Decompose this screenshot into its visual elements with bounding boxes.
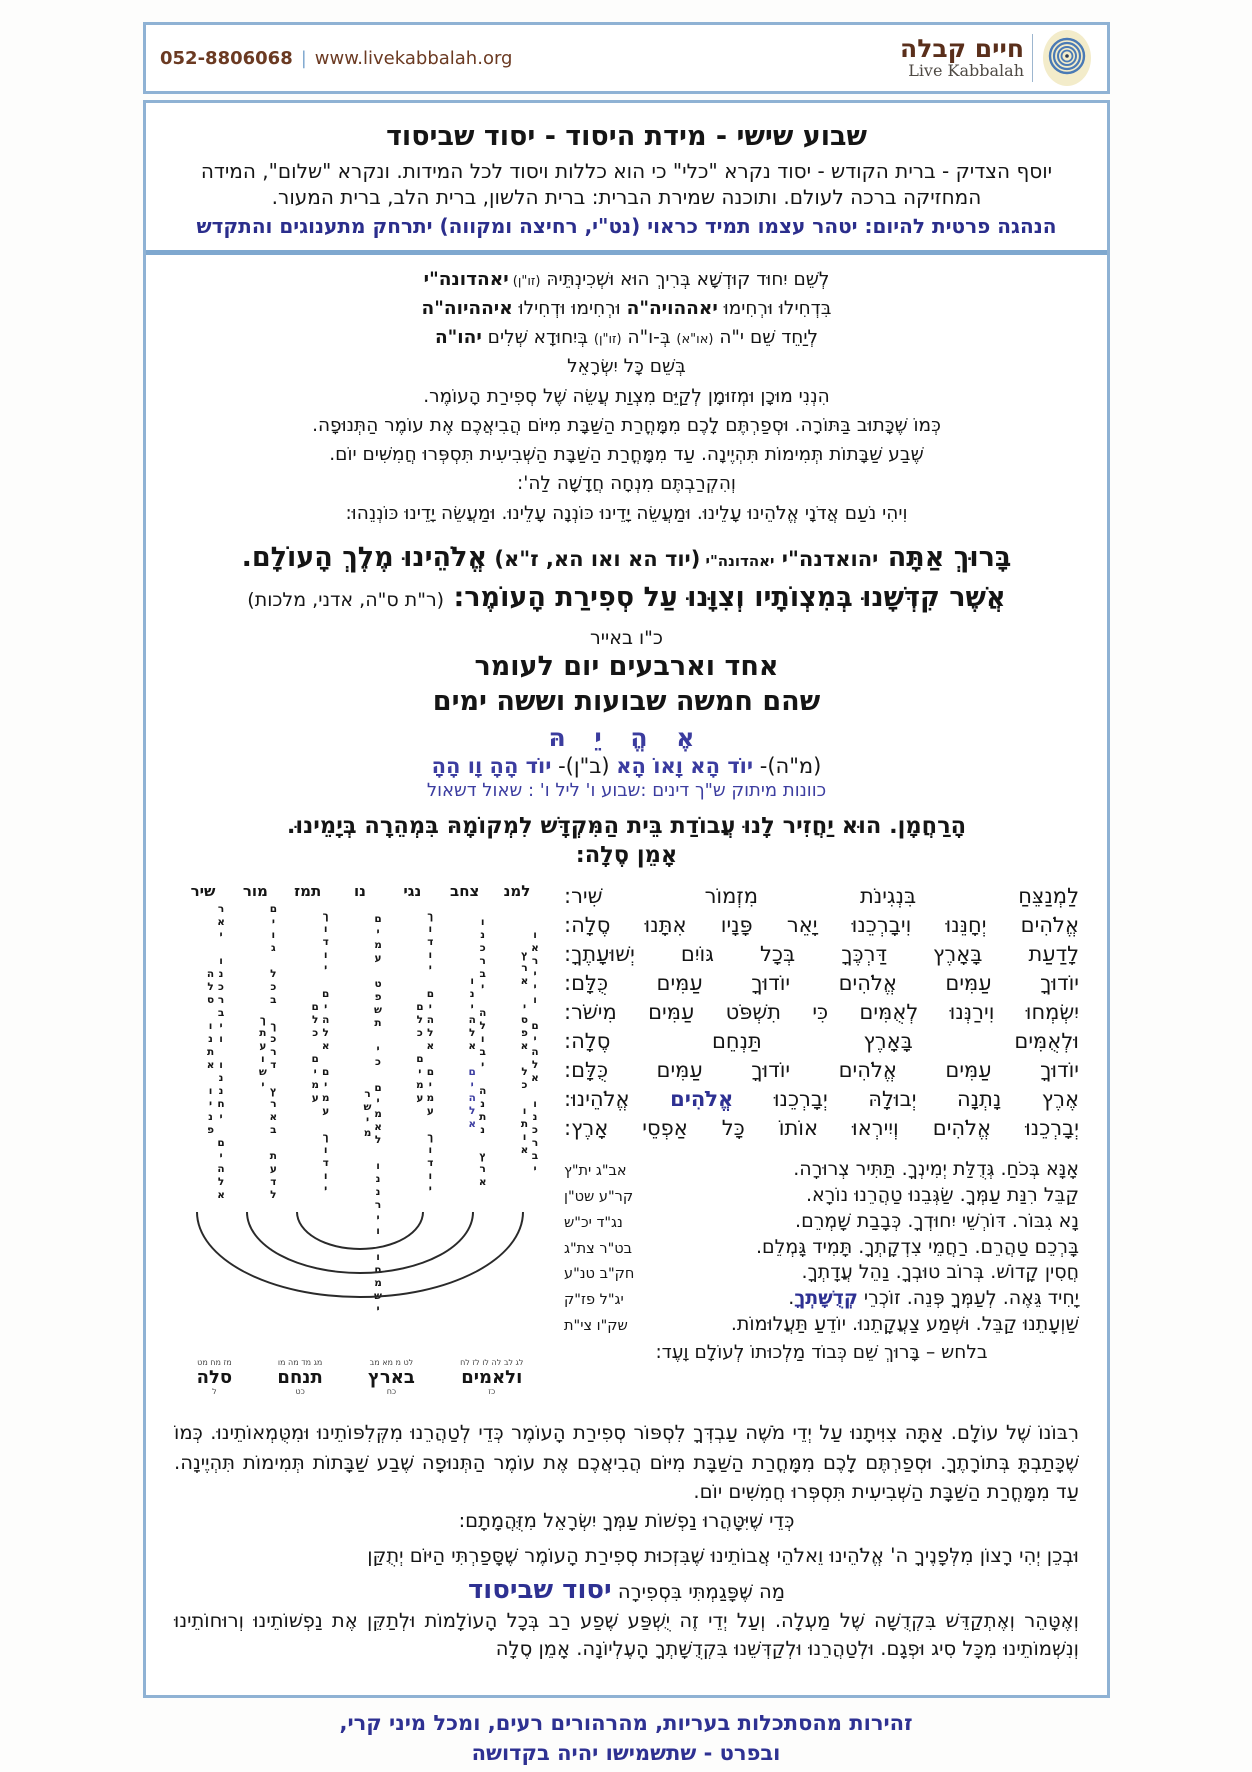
main-content-box — [143, 100, 1110, 1698]
ana-bekoach-line: יָחִיד גֵּאֶה. לְעַמְּךָ פְּנֵה. זוֹכְרֵי קְדֻשָּׁתְךָ. יג"ל פז"ק — [564, 1287, 1079, 1310]
omer-blessing — [174, 538, 1079, 619]
menorah-branch: ישמחו וירננו לאמים כי תשפט עמים מישר — [361, 912, 385, 1316]
contact-info — [160, 48, 512, 69]
ana-bekoach-line: שַׁוְעָתֵנוּ קַבֵּל. וּשְׁמַע צַעֲקָתֵנוּ. יוֹדֵעַ תַּעֲלוּמוֹת. שק"ו צי"ת — [564, 1313, 1079, 1336]
leshem-line: בְּשֵׁם כָּל יִשְׂרָאֵל — [567, 356, 686, 378]
leshem-line: הִנְנִי מוּכָן וּמְזוּמָן לְקַיֵּם מִצְוַת עֲשֵׂה שֶׁל סְפִירַת הָעוֹמֶר. — [423, 385, 830, 407]
sefirah-correction-line — [174, 1575, 1079, 1605]
menorah-branch-top: תמז — [294, 882, 322, 901]
menorah-branch: לדעת בארץ דרכך בכל גוים ישועתך — [256, 903, 280, 1203]
ana-acronym: קר"ע שט"ן — [564, 1188, 634, 1205]
ana-acronym: יג"ל פז"ק — [564, 1292, 624, 1309]
psalm-67-text — [564, 882, 1079, 1143]
menorah-branch: יודוך עמים אלהים יודוך עמים כלם — [413, 909, 437, 1196]
ana-bekoach-line: אָנָּא בְּכֹחַ. גְּדֻלַּת יְמִינְךָ. תַּתִּיר צְרוּרָה. אב"ג ית"ץ — [564, 1158, 1079, 1181]
menorah-branch-tops — [174, 882, 546, 900]
blessing-line-2: אֲשֶׁר קִדְּשָׁנוּ בְּמִצְוֹתָיו וְצִוָּנוּ עַל סְפִירַת הָעוֹמֶר: (ר"ת ס"ה, אדני, מלכות) — [247, 582, 1006, 614]
ana-bekoach-line: נָא גִבּוֹר. דּוֹרְשֵׁי יִחוּדְךָ. כְּבָבַת שָׁמְרֵם. נג"ד יכ"ש — [564, 1209, 1079, 1232]
closing-paragraph: וְאֶטָּהֵר וְאֶתְקַדֵּשׁ בִּקְדֻשָּׁה שֶׁל מַעְלָה. וְעַל יְדֵי זֶה יֻשְׁפַּע שֶׁפַע רַב בְּכָל הָעוֹלָמוֹת וּלְתַקֵּן אֶת נַפְשׁוֹתֵינוּ וְרוּחוֹתֵינוּ וְנִשְׁמוֹתֵינוּ מִכָּל סִיג וּפְגָם. וּלְטַהֲרֵנוּ וּלְקַדְּשֵׁנוּ בִּקְדֻשָּׁתְךָ הָעֶלְיוֹנָה. אָמֵן סֶלָה — [174, 1608, 1079, 1660]
omer-weeks-count: שהם חמשה שבועות וששה ימים — [432, 685, 821, 717]
ana-bekoach-line: קַבֵּל רִנַּת עַמְּךָ. שַׂגְּבֵנוּ טַהֲרֵנוּ נוֹרָא. קר"ע שט"ן — [564, 1183, 1079, 1206]
ana-acronym: חק"ב טנ"ע — [564, 1266, 635, 1283]
ana-acronym: אב"ג ית"ץ — [564, 1163, 627, 1180]
page-title: שבוע שישי - מידת היסוד - יסוד שביסוד — [386, 121, 867, 152]
harachaman-line: הָרַחֲמָן. הוּא יַחֲזִיר לָנוּ עֲבוֹדַת בֵּית הַמִּקְדָּשׁ לִמְקוֹמָהּ בִּמְהֵרָה בְּיָמֵינוּ. — [286, 812, 967, 839]
amen-selah-line: אָמֵן סֶלָה: — [575, 842, 678, 869]
sefirah-correction-prefix: מַה שֶּׁפָּגַמְתִּי בִּסְפִירָה — [611, 1579, 785, 1603]
website-link[interactable]: www.livekabbalah.org — [314, 47, 513, 69]
menorah-branch-top: מור — [242, 882, 268, 901]
menorah-branch: ארץ נתנה יבולה יברכנו אלהים אלהינו — [466, 916, 489, 1190]
psalm-line: לָדַעַת בָּאָרֶץ דַּרְכֶּךָ בְּכָל גּוֹיִם יְשׁוּעָתֶךָ: — [564, 942, 1079, 967]
menorah-branch: יודוך עמים אלהים יודוך עמים כלם — [309, 909, 332, 1196]
contact-separator: | — [300, 47, 307, 69]
footer-line-2: ובפרט - שתשמישו יהיה בקדושה — [471, 1741, 781, 1766]
menorah-branch-top: צחב — [450, 882, 480, 901]
brand-logo — [900, 29, 1093, 87]
menorah-branches — [174, 900, 546, 1316]
psalm-line: אֱלֹהִים יְחָנֵּנוּ וִיבָרְכֵנוּ יָאֵר פָּנָיו אִתָּנוּ סֶלָה: — [564, 913, 1079, 938]
ana-bekoach-prayer — [564, 1157, 1079, 1363]
menorah-base — [174, 1359, 546, 1396]
menorah-branch: אלהים יחננו ויברכנו יאר פניו אתנו סלה — [204, 903, 228, 1203]
leshem-yichud-prayer — [174, 265, 1079, 528]
psalm-line: יוֹדוּךָ עַמִּים אֱלֹהִים יוֹדוּךָ עַמִּים כֻּלָּם: — [564, 1058, 1079, 1083]
psalm-line: יְבָרְכֵנוּ אֱלֹהִים וְיִירְאוּ אוֹתוֹ כָּל אַפְסֵי אָרֶץ: — [564, 1116, 1079, 1141]
omer-day-count: אחד וארבעים יום לעומר — [474, 650, 779, 682]
leshem-line: שֶׁבַע שַׁבָּתוֹת תְּמִימוֹת תִּהְיֶינָה. עַד מִמָּחֳרַת הַשַּׁבָּת הַשְּׁבִיעִית תִּסְפְּרוּ חֲמִשִּׁים יוֹם. — [329, 444, 924, 466]
blessing-line-1: בָּרוּךְ אַתָּה יהואדנה"י יאהדונה"י (יוד הא ואו הא, ז"א) אֱלֹהֵינוּ מֶלֶךְ הָעוֹלָם. — [241, 541, 1012, 573]
psalm-line: יִשְׂמְחוּ וִירַנְּנוּ לְאֻמִּים כִּי תִשְׁפֹּט עַמִּים מִישֹׁר: — [564, 1000, 1079, 1025]
footer-line-1: זהירות מהסתכלות בעריות, מהרהורים רעים, ומכל מיני קרי, — [339, 1711, 913, 1735]
header-banner — [143, 22, 1110, 94]
leshem-line: בִּדְחִילוּ וּרְחִימוּ יאההויה"ה וּרְחִימוּ וּדְחִילוּ איההיוה"ה — [421, 298, 832, 319]
divine-name-ehyeh: אֶ הֱ יֵ הּ — [548, 722, 705, 752]
divine-name-spellings: (מ"ה)- יוֹד הָא וָאוֹ הָא (ב"ן)- יוֹד הָהָ וָו הָהָ — [431, 753, 822, 778]
footer-warning — [0, 1708, 1252, 1769]
section-divider — [146, 250, 1107, 255]
menorah-base-word: מג מד מה מו תנחם כט — [277, 1358, 323, 1396]
menorah-base-word: לט מ מא מב בארץ כח — [368, 1358, 415, 1396]
purification-line: כְּדֵי שֶׁיִּטָּהֲרוּ נַפְשׁוֹת עַמְּךָ יִשְׂרָאֵל מִזֻּהֲמָתָם: — [458, 1509, 795, 1533]
ana-acronym: בט"ר צת"ג — [564, 1240, 633, 1257]
spiral-circles-icon — [1041, 29, 1093, 87]
menorah-base-word: לג לב לה לו לז לח ולאמים כז — [460, 1358, 524, 1396]
ana-acronym: שק"ו צי"ת — [564, 1318, 628, 1335]
phone-number: 052-8806068 — [160, 47, 293, 69]
leshem-line: כְּמוֹ שֶׁכָּתוּב בַּתּוֹרָה. וּסְפַרְתֶּם לָכֶם מִמָּחֳרַת הַשַּׁבָּת מִיּוֹם הֲבִיאֲכֶם אֶת עוֹמֶר הַתְּנוּפָה. — [312, 414, 941, 436]
kavanot-note: כוונות מיתוק ש"ך דינים :שבוע ו' ליל ו' : שאול דשאול — [426, 779, 827, 801]
ribono-shel-olam-paragraph: רִבּוֹנוֹ שֶׁל עוֹלָם. אַתָּה צִוִּיתָנוּ עַל יְדֵי מֹשֶׁה עַבְדְּךָ לִסְפּוֹר סְפִירַת הָעוֹמֶר כְּדֵי לְטַהֲרֵנוּ מִקְּלִפּוֹתֵינוּ וּמִטֻּמְאוֹתֵינוּ. כְּמוֹ שֶׁכָּתַבְתָּ בְּתוֹרָתֶךָ. וּסְפַרְתֶּם לָכֶם מִמָּחֳרַת הַשַּׁבָּת מִיּוֹם הֲבִיאֲכֶם אֶת עוֹמֶר הַתְּנוּפָה שֶׁבַע שַׁבָּתוֹת תְּמִימוֹת תִּהְיֶינָה. עַד מִמָּחֳרַת הַשַּׁבָּת הַשְּׁבִיעִית תִּסְפְּרוּ חֲמִשִּׁים יוֹם. — [174, 1421, 1079, 1503]
psalm-line: וּלְאֻמִּים בָּאָרֶץ תַּנְחֵם סֶלָה: — [564, 1029, 1079, 1054]
daily-practice-instruction: הנהגה פרטית להיום: יטהר עצמו תמיד כראוי (נט"י, רחיצה ומקווה) יתרחק מתענוגים והתקדש — [196, 213, 1057, 238]
menorah-psalm-figure — [174, 882, 546, 1402]
ana-bekoach-line: בָּרְכֵם טַהֲרֵם. רַחֲמֵי צִדְקָתְךָ. תָּמִיד גָּמְלֵם. בט"ר צת"ג — [564, 1235, 1079, 1258]
menorah-base-word: מז מח מט סלה ל — [196, 1358, 233, 1396]
menorah-branch-top: נו — [354, 882, 366, 901]
ana-acronym: נג"ד יכ"ש — [564, 1214, 623, 1231]
ana-bekoach-line: חֲסִין קָדוֹשׁ. בְּרוֹב טוּבְךָ. נַהֵל עֲדָתְךָ. חק"ב טנ"ע — [564, 1261, 1079, 1284]
uvchen-yehi-ratzon-line: וּבְכֵן יְהִי רָצוֹן מִלְּפָנֶיךָ ה' אֱלֹהֵינוּ וֵאלֹהֵי אֲבוֹתֵינוּ שֶׁבִּזְכוּת סְפִירַת הָעוֹמֶר שֶׁסָּפַרְתִּי הַיּוֹם יְתֻקַּן — [367, 1544, 1079, 1568]
leshem-line: וִיהִי נֹעַם אֲדֹנָי אֱלֹהֵינוּ עָלֵינוּ. וּמַעֲשֵׂה יָדֵינוּ כּוֹנְנָה עָלֵינוּ. וּמַעֲשֵׂה יָדֵינוּ כּוֹנְנֵהוּ: — [345, 502, 908, 524]
psalm-line: אֶרֶץ נָתְנָה יְבוּלָהּ יְבָרְכֵנוּ אֱלֹהִים אֱלֹהֵינוּ: — [564, 1087, 1079, 1112]
menorah-branch-top: שיר — [190, 882, 216, 901]
leshem-lines — [174, 265, 1079, 528]
logo-hebrew-title: חיים קבלה — [900, 34, 1024, 64]
baruch-shem-whisper: בלחש – בָּרוּךְ שֵׁם כְּבוֹד מַלְכוּתוֹ לְעוֹלָם וָעֶד: — [655, 1341, 988, 1363]
psalm-line: לַמְנַצֵּחַ בִּנְגִינֹת מִזְמוֹר שִׁיר: — [564, 884, 1079, 909]
menorah-branch-top: נגי — [403, 882, 422, 901]
ana-bekoach-lines — [564, 1157, 1079, 1338]
leshem-line: לְשֵׁם יִחוּד קוּדְשָׁא בְּרִיךְ הוּא וּשְׁכִינְתֵּיהּ (זו"ן) יאהדונה"י — [423, 268, 830, 290]
logo-divider — [1032, 34, 1033, 82]
leshem-line: וְהִקְרַבְתֶּם מִנְחָה חֲדָשָׁה לַה': — [517, 473, 736, 495]
leshem-line: לְיַחֵד שֵׁם י"ה (או"א) בְּ-ו"ה (זו"ן) בְּיִחוּדָא שְׁלִים יהו"ה — [434, 327, 819, 349]
psalm-line: יוֹדוּךָ עַמִּים אֱלֹהִים יוֹדוּךָ עַמִּים כֻּלָּם: — [564, 971, 1079, 996]
sefirah-name: יסוד שביסוד — [468, 1574, 612, 1605]
psalm-lines — [564, 882, 1079, 1143]
logo-english-title: Live Kabbalah — [908, 60, 1024, 80]
psalm-menorah-section — [174, 882, 1079, 1402]
menorah-branch: יברכנו אלהים וייראו אותו כל אפסי ארץ — [518, 929, 541, 1177]
intro-paragraph: יוסף הצדיק - ברית הקודש - יסוד נקרא "כלי" כי הוא כללות ויסוד לכל המידות. ונקרא "שלום", המידה המחזיקה ברכה לעולם. ותוכנה שמירת הברית: ברית הלשון, ברית הלב, ברית המעור. — [200, 159, 1053, 210]
hebrew-date: כ"ו באייר — [590, 626, 663, 649]
menorah-branch-top: למנ — [503, 882, 531, 901]
